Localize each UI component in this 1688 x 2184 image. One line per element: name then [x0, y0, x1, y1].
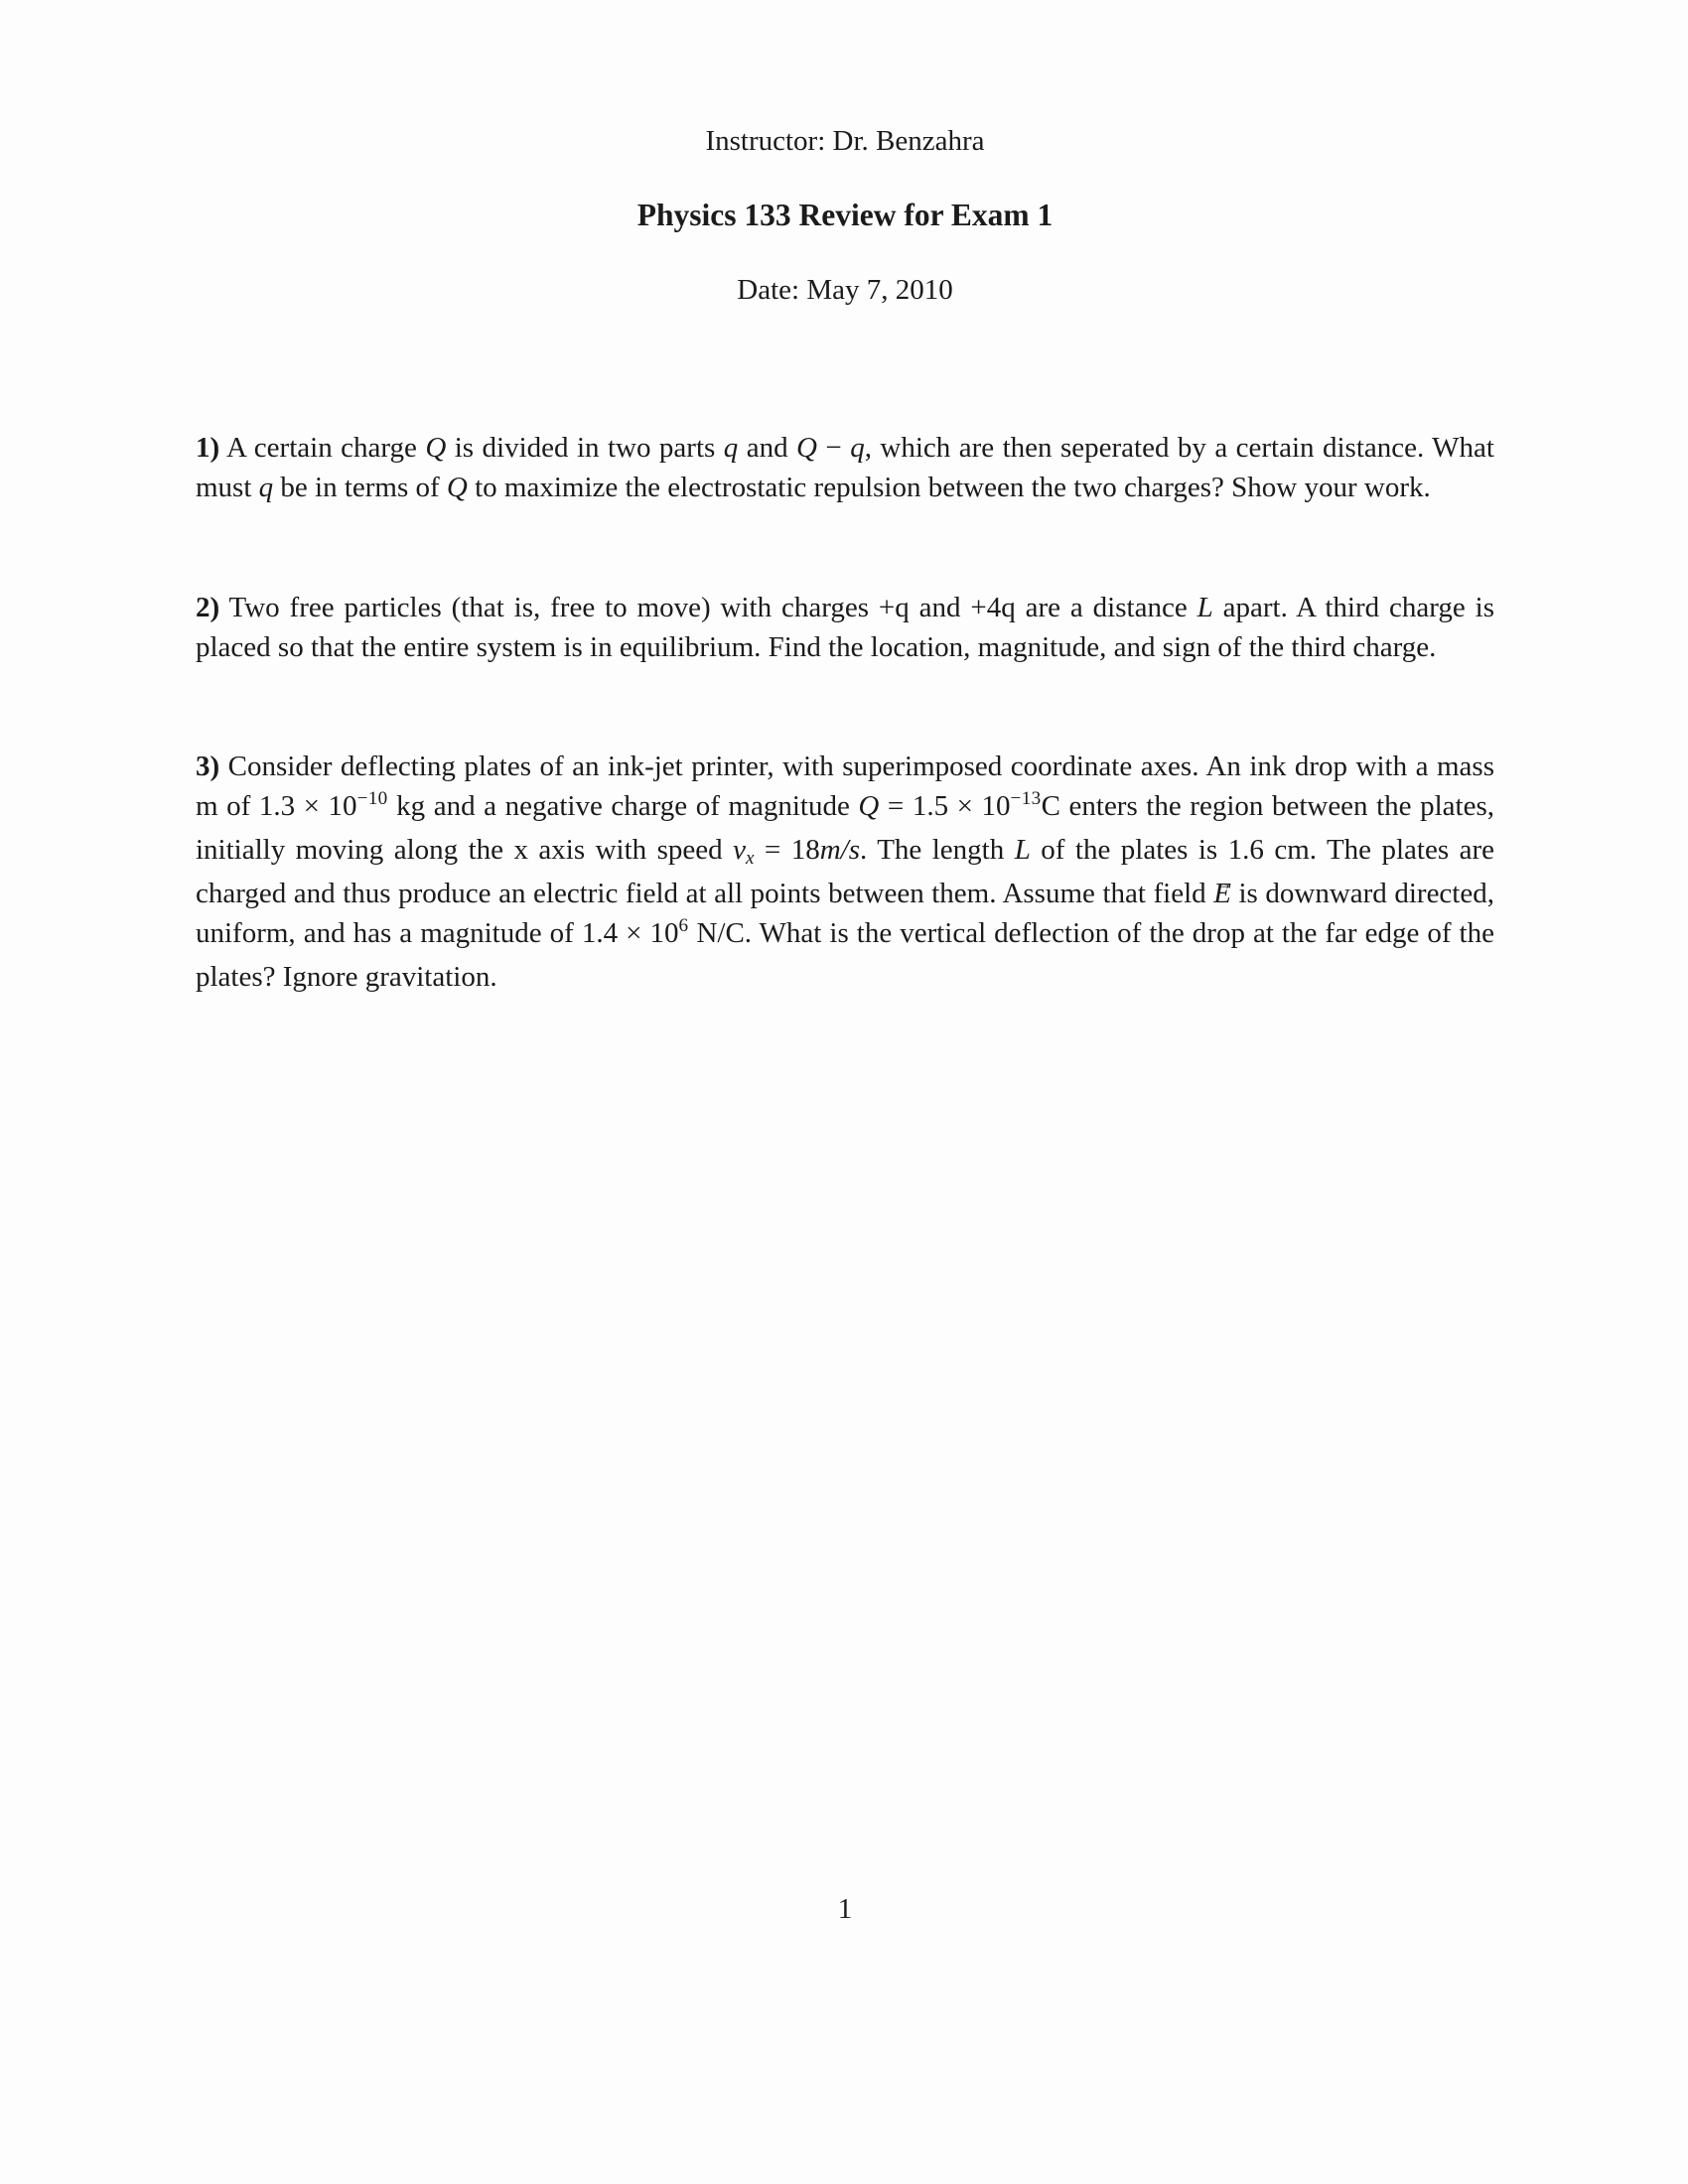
instructor-line: Instructor: Dr. Benzahra [705, 125, 985, 157]
problem-2-text: 2) Two free particles (that is, free to move) with charges +q and +4q are a distance L apart. A third charge is placed so that the entire system is in equilibrium. Find the location, magnitude, and sign of the third charge. [196, 592, 1494, 663]
date-line: Date: May 7, 2010 [737, 274, 953, 306]
page-title: Physics 133 Review for Exam 1 [636, 198, 1054, 232]
page-number: 1 [837, 1893, 853, 1925]
problem-1-text: 1) A certain charge Q is divided in two parts q and Q − q, which are then seperated by a certain distance. What must q be in terms of Q to maximize the electrostatic repulsion between the two charges? Show your work. [196, 432, 1494, 503]
problem-3-text: 3) Consider deflecting plates of an ink-jet printer, with superimposed coordinate axes. An ink drop with a mass m of $1.3 \times 10^{-10}$ kg and a negative charge of magnitude $Q = 1.5 \times 10^{-13}C$ enters the region between the plates, initially moving along the x axis with speed vx = 18m/s. The length L of the plates is 1.6 cm. The plates are charged and thus produce an electric field at all points between them. Assume that field → E is downward directed, uniform, and has a magnitude of $1.4 \times 10^6$ N/C. What is the vertical deflection of the drop at the far edge of the plates? Ignore gravitation. [196, 747, 1494, 997]
